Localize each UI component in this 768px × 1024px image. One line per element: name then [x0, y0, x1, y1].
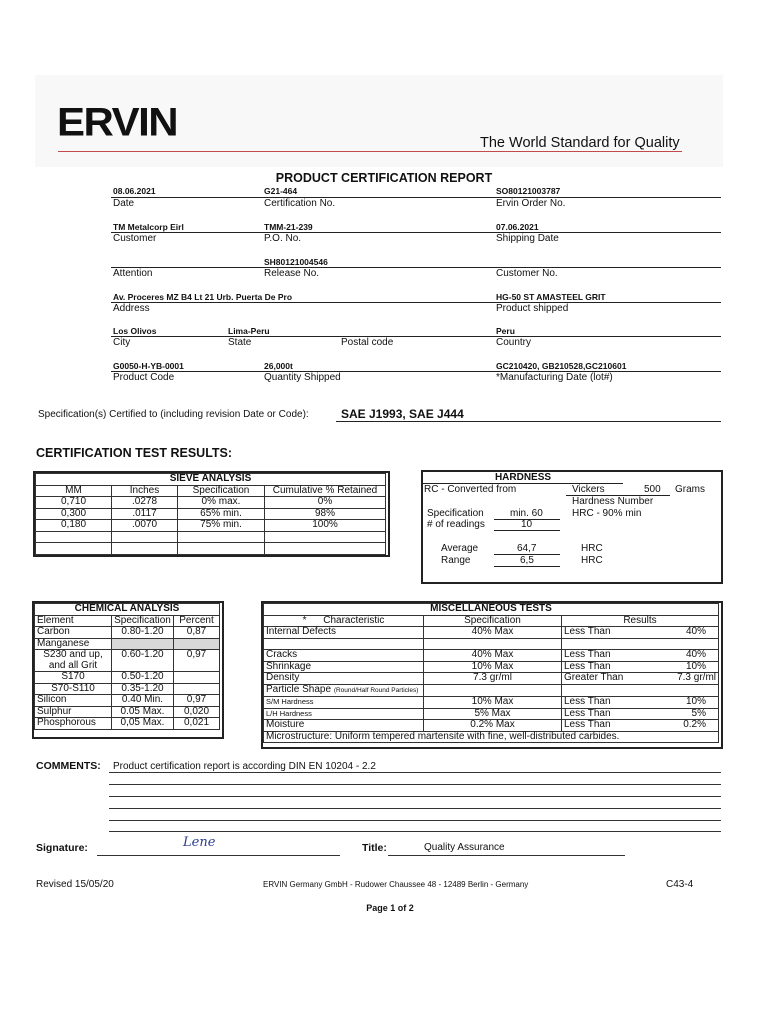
- sieve-cell: 75% min.: [178, 520, 265, 532]
- misc-result: Less Than: [562, 697, 652, 709]
- hrc-unit: HRC: [581, 543, 603, 554]
- cert-results-title: CERTIFICATION TEST RESULTS:: [36, 446, 233, 460]
- signature-line: [97, 855, 340, 856]
- hrc-90-label: HRC - 90% min: [572, 508, 642, 519]
- order-no-value: SO80121003787: [496, 186, 561, 196]
- state-label: State: [228, 337, 252, 348]
- misc-char: Internal Defects: [264, 627, 424, 639]
- table-row: [264, 638, 719, 650]
- misc-value: 0.2%: [652, 720, 719, 732]
- chem-cell: 0.35-1.20: [112, 683, 174, 695]
- misc-value: 7.3 gr/ml: [652, 673, 719, 685]
- misc-result: Less Than: [562, 708, 652, 720]
- product-shipped-value: HG-50 ST AMASTEEL GRIT: [496, 292, 606, 302]
- readings-value: 10: [521, 519, 533, 530]
- table-row: [264, 673, 719, 685]
- rc-converted-label: RC - Converted from: [424, 484, 517, 495]
- cert-no-label: Certification No.: [264, 198, 336, 209]
- address-value: Av. Proceres MZ B4 Lt 21 Urb. Puerta De Pro: [113, 292, 293, 302]
- range-label: Range: [441, 555, 471, 566]
- chem-cell: Phosphorous: [35, 718, 112, 730]
- chem-cell: Silicon: [35, 695, 112, 707]
- misc-char: Particle Shape (Round/Half Round Particles): [264, 684, 424, 697]
- chem-cell: 0,97: [174, 695, 220, 707]
- table-row: [264, 708, 719, 720]
- sieve-title: SIEVE ANALYSIS: [36, 474, 386, 486]
- chem-cell: and all Grit: [35, 661, 112, 672]
- misc-value: 10%: [652, 661, 719, 673]
- cert-no-value: G21-464: [264, 186, 298, 196]
- table-row: [264, 661, 719, 673]
- ervin-logo: ERVIN: [57, 99, 178, 144]
- table-row: [36, 531, 386, 543]
- chem-cell: 0.60-1.20: [112, 650, 174, 661]
- misc-value: 40%: [652, 650, 719, 662]
- signature-scribble: Lene: [183, 835, 216, 850]
- chem-cell: 0,87: [174, 627, 220, 639]
- qty-value: 26,000t: [264, 361, 293, 371]
- mfg-date-label: *Manufacturing Date (lot#): [496, 372, 613, 383]
- divider: [494, 530, 560, 531]
- customer-no-label: Customer No.: [496, 268, 558, 279]
- table-row: [35, 683, 220, 695]
- misc-title: MISCELLANEOUS TESTS: [264, 604, 719, 616]
- grams-label: Grams: [675, 484, 705, 495]
- misc-spec: 40% Max: [424, 627, 562, 639]
- misc-value: 10%: [652, 697, 719, 709]
- chem-cell: S70-S110: [35, 683, 112, 695]
- misc-spec: 40% Max: [424, 650, 562, 662]
- sieve-header: Specification: [178, 485, 265, 497]
- footer-address: ERVIN Germany GmbH - Rudower Chaussee 48 - 12489 Berlin - Germany: [263, 880, 529, 889]
- range-value: 6,5: [520, 555, 534, 566]
- po-no-label: P.O. No.: [264, 233, 302, 244]
- divider: [111, 302, 721, 303]
- comment-line: [109, 772, 721, 773]
- sieve-cell: .0070: [112, 520, 178, 532]
- chem-cell: [112, 638, 174, 650]
- sieve-cell: 0,710: [36, 497, 112, 509]
- title-value: Quality Assurance: [424, 842, 505, 853]
- average-label: Average: [441, 543, 479, 554]
- table-row: [35, 695, 220, 707]
- readings-label: # of readings: [427, 519, 485, 530]
- misc-spec: 10% Max: [424, 661, 562, 673]
- sieve-cell: 65% min.: [178, 508, 265, 520]
- chemical-title: CHEMICAL ANALYSIS: [35, 604, 220, 616]
- spec-label: Specification(s) Certified to (including revision Date or Code):: [38, 409, 309, 420]
- sieve-cell: 98%: [265, 508, 386, 520]
- table-row: [36, 497, 386, 509]
- divider: [111, 336, 721, 337]
- attention-label: Attention: [113, 268, 153, 279]
- chem-cell: [174, 638, 220, 650]
- misc-result: Less Than: [562, 650, 652, 662]
- tagline: The World Standard for Quality: [480, 135, 680, 151]
- table-row: [264, 650, 719, 662]
- table-row: [264, 627, 719, 639]
- chem-cell: 0,021: [174, 718, 220, 730]
- table-row: [264, 684, 719, 697]
- mfg-date-value: GC210420, GB210528,GC210601: [496, 361, 627, 371]
- divider: [494, 566, 560, 567]
- release-no-label: Release No.: [264, 268, 320, 279]
- chem-cell: Manganese: [35, 638, 112, 650]
- title-label: Title:: [362, 842, 387, 854]
- postal-label: Postal code: [341, 337, 394, 348]
- revised-date: Revised 15/05/20: [36, 879, 114, 890]
- title-line: [388, 855, 625, 856]
- table-row: [264, 731, 719, 743]
- chem-cell: 0,020: [174, 706, 220, 718]
- date-value: 08.06.2021: [113, 186, 156, 196]
- sieve-cell: 0,300: [36, 508, 112, 520]
- divider: [111, 232, 721, 233]
- comment-line: [109, 796, 721, 797]
- misc-char: Shrinkage: [264, 661, 424, 673]
- chem-cell: 0,05 Max.: [112, 718, 174, 730]
- misc-spec: 0.2% Max: [424, 720, 562, 732]
- chem-cell: 0.05 Max.: [112, 706, 174, 718]
- misc-header: Specification: [424, 615, 562, 627]
- sieve-cell: 0% max.: [178, 497, 265, 509]
- chem-header: Element: [35, 615, 112, 627]
- misc-spec: 5% Max: [424, 708, 562, 720]
- spec-min-value: min. 60: [510, 508, 543, 519]
- sieve-cell: 100%: [265, 520, 386, 532]
- city-value: Los Olivos: [113, 326, 157, 336]
- misc-header: Results: [562, 615, 719, 627]
- address-label: Address: [113, 303, 150, 314]
- table-row: [264, 720, 719, 732]
- divider: [111, 371, 721, 372]
- chem-cell: 0,97: [174, 650, 220, 661]
- ship-date-label: Shipping Date: [496, 233, 559, 244]
- sieve-cell: 0,180: [36, 520, 112, 532]
- vickers-label: Vickers: [572, 484, 605, 495]
- date-label: Date: [113, 198, 135, 209]
- misc-char: Density: [264, 673, 424, 685]
- country-label: Country: [496, 337, 532, 348]
- divider: [111, 197, 721, 198]
- table-row: [35, 718, 220, 730]
- product-shipped-label: Product shipped: [496, 303, 569, 314]
- hardness-title: HARDNESS: [494, 472, 552, 483]
- customer-value: TM Metalcorp Eirl: [113, 222, 184, 232]
- comment-line: [109, 831, 721, 832]
- misc-result: Greater Than: [562, 673, 652, 685]
- chem-cell: 0.80-1.20: [112, 627, 174, 639]
- customer-label: Customer: [113, 233, 157, 244]
- sieve-header: MM: [36, 485, 112, 497]
- misc-spec: 10% Max: [424, 697, 562, 709]
- comments-label: COMMENTS:: [36, 760, 101, 772]
- report-title: PRODUCT CERTIFICATION REPORT: [275, 171, 493, 185]
- average-value: 64,7: [517, 543, 537, 554]
- sieve-cell: .0278: [112, 497, 178, 509]
- ship-date-value: 07.06.2021: [496, 222, 539, 232]
- hrc-unit: HRC: [581, 555, 603, 566]
- country-value: Peru: [496, 326, 515, 336]
- divider: [111, 267, 721, 268]
- chem-cell: 0.40 Min.: [112, 695, 174, 707]
- page-number: Page 1 of 2: [366, 903, 414, 913]
- sieve-analysis-table: [35, 473, 386, 555]
- misc-char: Moisture: [264, 720, 424, 732]
- misc-value: 5%: [652, 708, 719, 720]
- chem-cell: S170: [35, 672, 112, 684]
- order-no-label: Ervin Order No.: [496, 198, 566, 209]
- comment-line: [109, 784, 721, 785]
- sieve-cell: 0%: [265, 497, 386, 509]
- comment-line: [109, 820, 721, 821]
- sieve-cell: .0117: [112, 508, 178, 520]
- misc-spec: 7.3 gr/ml: [424, 673, 562, 685]
- misc-char: L/H Hardness: [264, 708, 424, 720]
- misc-result: Less Than: [562, 661, 652, 673]
- table-row: [35, 627, 220, 639]
- misc-result: Less Than: [562, 627, 652, 639]
- specification-label: Specification: [427, 508, 484, 519]
- signature-label: Signature:: [36, 842, 88, 854]
- sieve-header: Inches: [112, 485, 178, 497]
- table-row: [35, 706, 220, 718]
- chem-cell: Sulphur: [35, 706, 112, 718]
- spec-underline: [336, 421, 721, 422]
- table-row: [35, 672, 220, 684]
- chem-cell: S230 and up,: [35, 650, 112, 661]
- table-row: [35, 650, 220, 661]
- grams-value: 500: [644, 484, 661, 495]
- chem-header: Percent: [174, 615, 220, 627]
- table-row: [36, 543, 386, 555]
- sieve-header: Cumulative % Retained: [265, 485, 386, 497]
- spec-value: SAE J1993, SAE J444: [341, 407, 464, 421]
- microstructure-note: Microstructure: Uniform tempered martensite with fine, well-distributed carbides.: [264, 731, 719, 743]
- table-row: [36, 520, 386, 532]
- misc-value: 40%: [652, 627, 719, 639]
- table-row: [35, 638, 220, 650]
- table-row: [35, 661, 220, 672]
- product-code-label: Product Code: [113, 372, 175, 383]
- table-row: [264, 697, 719, 709]
- misc-char: Cracks: [264, 650, 424, 662]
- po-no-value: TMM-21-239: [264, 222, 313, 232]
- release-no-value: SH80121004546: [264, 257, 328, 267]
- misc-tests-table: [263, 603, 719, 743]
- table-row: [36, 508, 386, 520]
- state-value: Lima-Peru: [228, 326, 270, 336]
- misc-result: Less Than: [562, 720, 652, 732]
- particle-shape-note: (Round/Half Round Particles): [333, 686, 419, 694]
- chem-cell: 0.50-1.20: [112, 672, 174, 684]
- misc-header: * Characteristic: [264, 615, 424, 627]
- qty-label: Quantity Shipped: [264, 372, 341, 383]
- comments-text: Product certification report is according DIN EN 10204 - 2.2: [113, 761, 376, 772]
- comment-line: [109, 808, 721, 809]
- misc-char: S/M Hardness: [264, 697, 424, 709]
- product-code-value: G0050-H-YB-0001: [113, 361, 184, 371]
- hardness-number-label: Hardness Number: [572, 496, 654, 507]
- chem-header: Specification: [112, 615, 174, 627]
- city-label: City: [113, 337, 131, 348]
- chem-cell: Carbon: [35, 627, 112, 639]
- form-code: C43-4: [666, 879, 694, 890]
- header-divider: [58, 151, 682, 152]
- chemical-analysis-table: [34, 603, 220, 730]
